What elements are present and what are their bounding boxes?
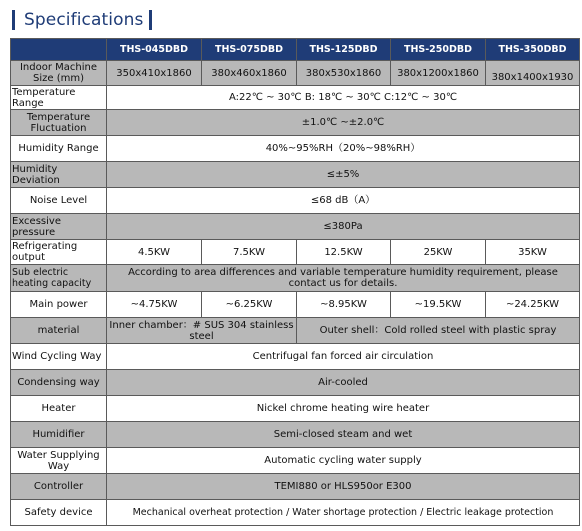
page-title: Specifications bbox=[24, 10, 144, 30]
heater-value: Nickel chrome heating wire heater bbox=[107, 396, 580, 422]
safety-value: Mechanical overheat protection / Water shortage protection / Electric leakage protection bbox=[107, 500, 580, 526]
table-row bbox=[11, 500, 580, 526]
wind-value: Centrifugal fan forced air circulation bbox=[107, 344, 580, 370]
model-header: THS-350DBD bbox=[486, 39, 580, 61]
water-value: Automatic cycling water supply bbox=[107, 448, 580, 474]
table-row bbox=[11, 136, 580, 162]
humidity-deviation-value: ≤±5% bbox=[107, 162, 580, 188]
header-blank-cell bbox=[11, 39, 107, 61]
refrig-cell: 12.5KW bbox=[297, 240, 391, 265]
pressure-value: ≤380Pa bbox=[107, 214, 580, 240]
row-label-water: Water Supplying Way bbox=[11, 448, 107, 474]
row-label-refrigerating: Refrigerating output bbox=[11, 240, 107, 265]
condensing-value: Air-cooled bbox=[107, 370, 580, 396]
refrig-cell: 35KW bbox=[486, 240, 580, 265]
row-label-humidifier: Humidifier bbox=[11, 422, 107, 448]
table-row bbox=[11, 396, 580, 422]
material-inner-value: Inner chamber：# SUS 304 stainless steel bbox=[107, 318, 297, 344]
row-label-temp-fluctuation: Temperature Fluctuation bbox=[11, 110, 107, 136]
table-row bbox=[11, 265, 580, 292]
table-row bbox=[11, 86, 580, 110]
size-cell-last bbox=[486, 61, 580, 86]
table-row bbox=[11, 448, 580, 474]
table-row bbox=[11, 214, 580, 240]
size-cell: 380x530x1860 bbox=[297, 61, 391, 86]
temp-range-value: A:22℃ ~ 30℃ B: 18℃ ~ 30℃ C:12℃ ~ 30℃ bbox=[107, 86, 580, 110]
power-cell: ~6.25KW bbox=[202, 292, 297, 318]
size-cell: 380x460x1860 bbox=[202, 61, 297, 86]
power-cell: ~8.95KW bbox=[297, 292, 391, 318]
model-header: THS-075DBD bbox=[202, 39, 297, 61]
table-row bbox=[11, 422, 580, 448]
table-row bbox=[11, 370, 580, 396]
temp-fluctuation-value: ±1.0℃ ~±2.0℃ bbox=[107, 110, 580, 136]
row-label-temp-range: Temperature Range bbox=[11, 86, 107, 110]
size-cell: 380x1200x1860 bbox=[391, 61, 486, 86]
table-row bbox=[11, 240, 580, 265]
row-label-condensing: Condensing way bbox=[11, 370, 107, 396]
row-label-noise: Noise Level bbox=[11, 188, 107, 214]
refrig-cell: 4.5KW bbox=[107, 240, 202, 265]
size-value-last: 380x1400x1930 bbox=[491, 71, 574, 83]
table-row bbox=[11, 162, 580, 188]
table-row bbox=[11, 110, 580, 136]
refrig-cell: 7.5KW bbox=[202, 240, 297, 265]
controller-value: TEMI880 or HLS950or E300 bbox=[107, 474, 580, 500]
heading-bar-left bbox=[12, 10, 15, 30]
material-outer-value: Outer shell：Cold rolled steel with plastic spray bbox=[297, 318, 580, 344]
table-row bbox=[11, 344, 580, 370]
model-header: THS-045DBD bbox=[107, 39, 202, 61]
row-label-wind: Wind Cycling Way bbox=[11, 344, 107, 370]
table-row bbox=[11, 292, 580, 318]
table-row bbox=[11, 474, 580, 500]
row-label-main-power: Main power bbox=[11, 292, 107, 318]
heading-bar-right bbox=[149, 10, 152, 30]
row-label-safety: Safety device bbox=[11, 500, 107, 526]
model-header: THS-250DBD bbox=[391, 39, 486, 61]
row-label-size: Indoor Machine Size (mm) bbox=[11, 61, 107, 86]
table-header-row bbox=[11, 39, 580, 61]
row-label-material: material bbox=[11, 318, 107, 344]
row-label-heater: Heater bbox=[11, 396, 107, 422]
row-label-sub-heating: Sub electric heating capacity bbox=[11, 265, 107, 292]
specifications-heading bbox=[12, 8, 152, 32]
sub-heating-value: According to area differences and variable temperature humidity requirement, please contact us for details. bbox=[107, 265, 580, 292]
row-label-pressure: Excessive pressure bbox=[11, 214, 107, 240]
power-cell: ~19.5KW bbox=[391, 292, 486, 318]
spec-table bbox=[10, 38, 580, 526]
power-cell: ~24.25KW bbox=[486, 292, 580, 318]
noise-value: ≤68 dB（A） bbox=[107, 188, 580, 214]
humidifier-value: Semi-closed steam and wet bbox=[107, 422, 580, 448]
row-label-controller: Controller bbox=[11, 474, 107, 500]
row-label-humidity-deviation: Humidity Deviation bbox=[11, 162, 107, 188]
size-cell: 350x410x1860 bbox=[107, 61, 202, 86]
table-row bbox=[11, 61, 580, 86]
refrig-cell: 25KW bbox=[391, 240, 486, 265]
table-row bbox=[11, 188, 580, 214]
row-label-humidity-range: Humidity Range bbox=[11, 136, 107, 162]
humidity-range-value: 40%~95%RH（20%~98%RH） bbox=[107, 136, 580, 162]
power-cell: ~4.75KW bbox=[107, 292, 202, 318]
table-row bbox=[11, 318, 580, 344]
model-header: THS-125DBD bbox=[297, 39, 391, 61]
